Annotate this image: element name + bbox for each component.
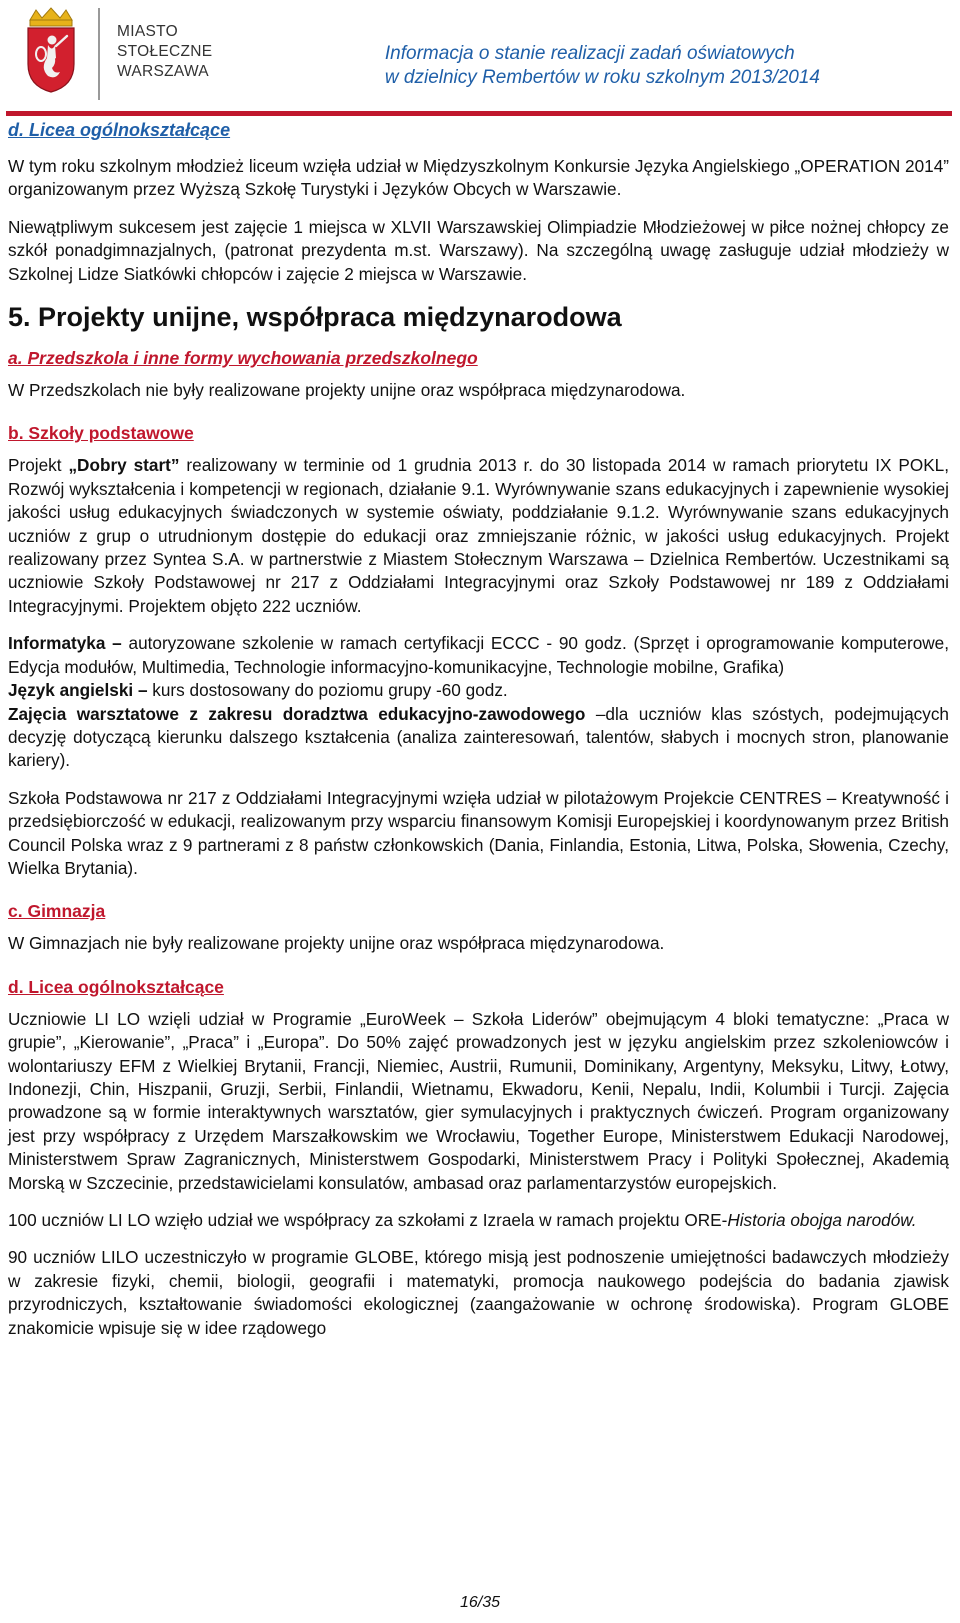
paragraph-centres: Szkoła Podstawowa nr 217 z Oddziałami Integracyjnymi wzięła udział w pilotażowym Projekcie CENTRES – Kreatywność i przedsiębiorczość w edukacji, realizowanym przy wsparciu finansowym Komisji Europejskiej i koordynowanym przez British Council Polska wraz z 9 partnerami z 8 państw członkowskich (Dania, Finlandia, Estonia, Litwa, Polska, Słowenia, Czechy, Wielka Brytania). (8, 787, 949, 878)
warsaw-coat-of-arms-icon (22, 6, 80, 94)
document-title-line-2: w dzielnicy Rembertów w roku szkolnym 2013/2014 (384, 67, 820, 88)
text-span: kurs dostosowany do poziomu grupy -60 godz. (147, 680, 508, 701)
page-header (0, 0, 960, 112)
logo-line-2: STOŁECZNE (117, 43, 213, 60)
section-heading-licea: d. Licea ogólnokształcące (8, 976, 224, 997)
paragraph-ore (8, 1209, 949, 1232)
paragraph-angielski (8, 679, 949, 702)
section-heading-przedszkola: a. Przedszkola i inne formy wychowania przedszkolnego (8, 348, 478, 369)
header-rule (6, 111, 952, 116)
paragraph-globe: 90 uczniów LILO uczestniczyło w programie GLOBE, którego misją jest podnoszenie umiejętności badawczych młodzieży w zakresie fizyki, chemii, biologii, geografii i matematyki, promocja naukowego podejścia do badania zjawisk przyrodniczych, kształtowanie świadomości ekologicznej (zaangażowanie w ochronę środowiska). Program GLOBE znakomicie wpisuje się w idee rządowego (8, 1247, 949, 1338)
document-title-line-1: Informacja o stanie realizacji zadań oświatowych (384, 43, 795, 64)
section-heading-licea-top: d. Licea ogólnokształcące (8, 120, 231, 140)
bold-lead: Zajęcia warsztatowe z zakresu doradztwa edukacyjno-zawodowego (8, 703, 586, 724)
paragraph-dobry-start (8, 454, 949, 618)
paragraph-warsztaty (8, 703, 949, 773)
logo-line-3: WARSZAWA (117, 63, 209, 80)
document-title (385, 42, 820, 90)
paragraph: Niewątpliwym sukcesem jest zajęcie 1 miejsca w XLVII Warszawskiej Olimpiadzie Młodzieżowej w piłce nożnej chłopcy ze szkół ponadgimnazjalnych, (patronat prezydenta m.st. Warszawy). Na szczególną uwagę zasługuje udział młodzieży w Szkolnej Lidze Siatkówki chłopców i zajęcie 2 miejsca w Warszawie. (8, 216, 949, 284)
city-logo-text (117, 22, 212, 82)
bold-lead: Informatyka – (8, 633, 122, 654)
section-heading-szkoly-podstawowe: b. Szkoły podstawowe (8, 423, 194, 444)
chapter-heading: 5. Projekty unijne, współpraca międzynarodowa (8, 302, 622, 333)
page-number: 16/35 (459, 1594, 501, 1611)
logo-line-1: MIASTO (117, 23, 178, 40)
paragraph: W Przedszkolach nie były realizowane projekty unijne oraz współpraca międzynarodowa. (8, 380, 686, 401)
paragraph-informatyka (8, 632, 949, 679)
text-span: autoryzowane szkolenie w ramach certyfikacji ECCC - 90 godz. (Sprzęt i oprogramowanie komputerowe, Edycja modułów, Multimedia, Technologie informacyjno-komunikacyjne, Technologie mobilne, Grafika) (8, 633, 950, 677)
text-span: 100 uczniów LI LO wzięło udział we współpracy za szkołami z Izraela w ramach projektu ORE- (8, 1210, 728, 1230)
paragraph: W tym roku szkolnym młodzież liceum wzięła udział w Międzyszkolnym Konkursie Języka Angielskiego „OPERATION 2014” organizowanym przez Wyższą Szkołę Turystyki i Języków Obcych w Warszawie. (8, 156, 949, 200)
logo-divider (98, 8, 100, 100)
page-content (8, 118, 949, 1340)
section-heading-gimnazja: c. Gimnazja (8, 901, 106, 922)
paragraph-euroweek: Uczniowie LI LO wzięli udział w Programie „EuroWeek – Szkoła Liderów” obejmującym 4 bloki tematyczne: „Praca w grupie”, „Kierowanie”, „Praca” i „Europa”. Do 50% zajęć prowadzonych jest w języku angielskim przez szkoleniowców i wolontariuszy EFM z Wielkiej Brytanii, Francji, Niemiec, Austrii, Rumunii, Dominikany, Argentyny, Meksyku, Litwy, Łotwy, Indonezji, Chin, Hiszpanii, Gruzji, Serbii, Finlandii, Wietnamu, Ekwadoru, Kenii, Nepalu, Indii, Kolumbii i Turcji. Zajęcia prowadzone są w formie interaktywnych warsztatów, gier symulacyjnych i praktycznych ćwiczeń. Program organizowany jest przy współpracy z Urzędem Marszałkowskim we Wrocławiu, Together Europe, Ministerstwem Edukacji Narodowej, Ministerstwem Spraw Zagranicznych, Ministerstwem Gospodarki, Ministerstwem Pracy i Polityki Społecznej, Akademią Morską w Szczecinie, przedstawicielami konsulatów, ambasad oraz parlamentarzystów europejskich. (8, 1008, 949, 1193)
paragraph: W Gimnazjach nie były realizowane projekty unijne oraz współpraca międzynarodowa. (8, 933, 665, 954)
text-span: realizowany w terminie od 1 grudnia 2013 r. do 30 listopada 2014 w ramach priorytetu IX POKL, Rozwój wykształcenia i kompetencji w regionach, działanie 9.1. Wyrównywanie szans edukacyjnych i zapewnienie wysokiej jakości usług edukacyjnych świadczonych w systemie oświaty, poddziałanie 9.1.2. Wyrównywanie szans edukacyjnych uczniów z grup o utrudnionym dostępie do edukacji oraz zmniejszanie różnic, w jakości usług edukacyjnych. Projekt realizowany przez Syntea S.A. w partnerstwie z Miastem Stołecznym Warszawa – Dzielnica Rembertów. Uczestnikami są uczniowie Szkoły Podstawowej nr 217 z Oddziałami Integracyjnymi oraz Szkoły Podstawowej nr 189 z Oddziałami Integracyjnymi. Projektem objęto 222 uczniów. (8, 455, 949, 616)
bold-lead: Język angielski – (8, 680, 148, 701)
italic-span: Historia obojga narodów. (727, 1210, 917, 1230)
project-name: „Dobry start” (68, 455, 180, 476)
text-span: –dla uczniów klas szóstych, podejmujących decyzję dotyczącą kierunku dalszego kształcenia (analiza zainteresowań, talentów, słabych i mocnych stron, planowanie kariery). (8, 703, 949, 771)
text-span: Projekt (8, 455, 69, 476)
